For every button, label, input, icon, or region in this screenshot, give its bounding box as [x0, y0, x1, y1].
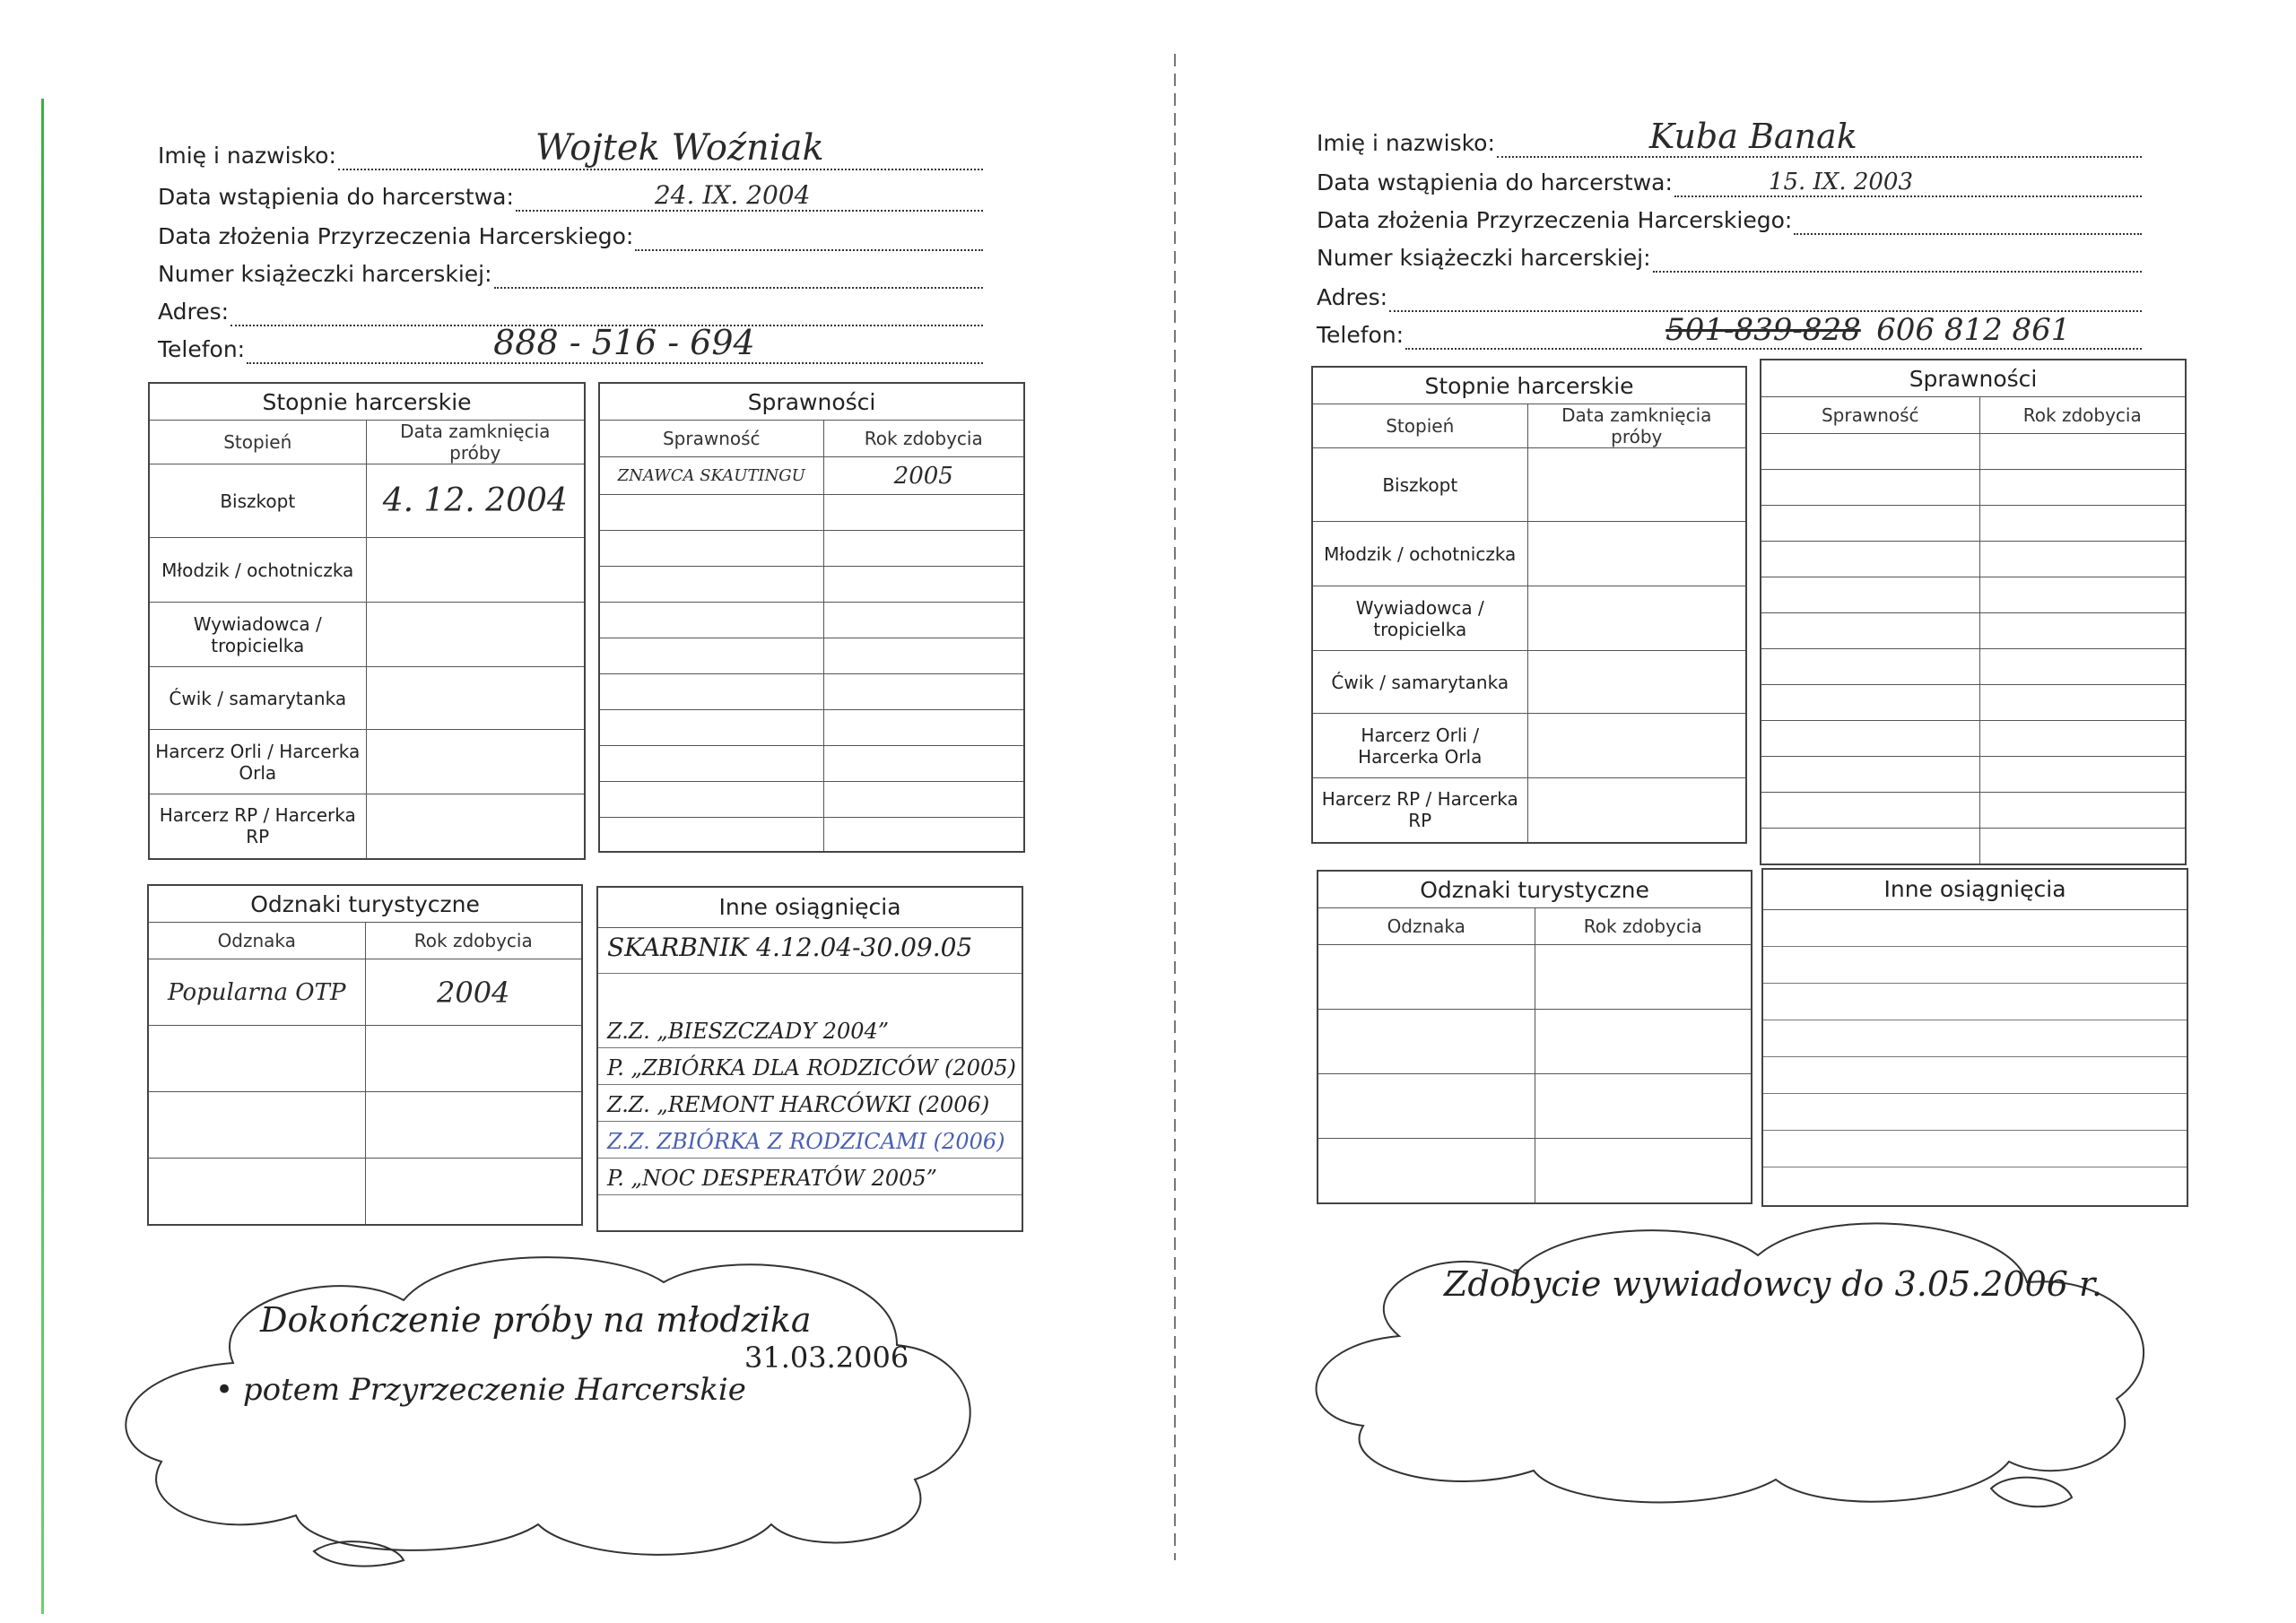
skills-title: Sprawności [1761, 360, 2186, 397]
skill-year [823, 746, 1024, 782]
rank-date-col-header: Data zamknięcia próby [366, 421, 585, 464]
rank-date [1527, 586, 1746, 651]
rank-date [1527, 714, 1746, 778]
achievement-item: Z.Z. „BIESZCZADY 2004” [598, 1011, 1022, 1048]
rank-name: Ćwik / samarytanka [1312, 651, 1527, 714]
phone-new-value: 606 812 861 [1876, 312, 2071, 348]
other-achievements-box [596, 886, 1023, 1232]
skill-year [1979, 470, 2186, 506]
skill-year [823, 710, 1024, 746]
book-number-field [1317, 237, 2142, 273]
badge-name: Popularna OTP [148, 959, 365, 1026]
phone-label: Telefon: [1317, 322, 1405, 348]
cloud-note-drawing [108, 1246, 1004, 1569]
skill-name [1761, 685, 1979, 721]
other-title: Inne osiągnięcia [1763, 870, 2187, 910]
skill-name [599, 495, 823, 531]
skill-year [1979, 757, 2186, 793]
badge-name [1318, 1139, 1535, 1203]
address-field [1317, 276, 2142, 312]
skill-name [599, 531, 823, 567]
address-label: Adres: [158, 299, 230, 325]
achievement-item [598, 974, 1022, 1011]
skills-table [598, 382, 1025, 853]
skill-year [1979, 613, 2186, 649]
rank-date [1527, 778, 1746, 843]
skill-year: 2005 [823, 457, 1024, 495]
badge-year [1535, 945, 1752, 1010]
skill-name [1761, 506, 1979, 542]
address-label: Adres: [1317, 284, 1388, 310]
rank-name: Ćwik / samarytanka [149, 667, 366, 730]
cloud-note-line: Zdobycie wywiadowcy do 3.05.2006 r. [1444, 1264, 2103, 1304]
right-page [1175, 0, 2296, 1623]
skill-name [599, 710, 823, 746]
join-date-label: Data wstąpienia do harcerstwa: [158, 184, 514, 210]
badge-name [1318, 1010, 1535, 1074]
badge-year-col-header: Rok zdobycia [365, 923, 582, 959]
phone-label: Telefon: [158, 336, 246, 362]
oath-date-label: Data złożenia Przyrzeczenia Harcerskiego: [1317, 207, 1793, 233]
ranks-title: Stopnie harcerskie [149, 383, 585, 421]
achievement-item: SKARBNIK 4.12.04-30.09.05 [598, 928, 1022, 974]
skill-year [823, 638, 1024, 674]
skills-title: Sprawności [599, 383, 1024, 421]
address-field [158, 291, 983, 326]
badge-year [1535, 1074, 1752, 1139]
skill-year [823, 495, 1024, 531]
name-value: Kuba Banak [1648, 117, 1857, 156]
badge-year: 2004 [365, 959, 582, 1026]
badges-title: Odznaki turystyczne [148, 885, 582, 923]
rank-name: Harcerz Orli / Harcerka Orla [149, 730, 366, 794]
oath-date-field [158, 215, 983, 251]
skill-year [823, 674, 1024, 710]
join-date-label: Data wstąpienia do harcerstwa: [1317, 169, 1673, 195]
badge-year [1535, 1010, 1752, 1074]
oath-date-field [1317, 199, 2142, 235]
badge-name [1318, 945, 1535, 1010]
achievement-item [1763, 1094, 2187, 1131]
name-label: Imię i nazwisko: [1317, 130, 1495, 156]
badge-year [365, 1092, 582, 1159]
skill-col-header: Sprawność [599, 421, 823, 457]
join-date-value: 24. IX. 2004 [654, 180, 811, 210]
badge-name [148, 1092, 365, 1159]
badges-title: Odznaki turystyczne [1318, 871, 1752, 908]
rank-name: Biszkopt [1312, 448, 1527, 522]
skill-year [1979, 685, 2186, 721]
achievement-item [1763, 1167, 2187, 1203]
achievement-item [1763, 1020, 2187, 1057]
skill-name [1761, 542, 1979, 577]
achievement-item [1763, 1131, 2187, 1167]
skill-name [1761, 721, 1979, 757]
book-number-label: Numer książeczki harcerskiej: [1317, 245, 1651, 271]
phone-old-value: 501-839-828 [1665, 312, 1861, 348]
skill-col-header: Sprawność [1761, 397, 1979, 434]
skill-year [1979, 649, 2186, 685]
skill-name [599, 638, 823, 674]
skill-year [1979, 434, 2186, 470]
skill-name [1761, 613, 1979, 649]
skill-year-col-header: Rok zdobycia [1979, 397, 2186, 434]
skill-name [1761, 434, 1979, 470]
other-achievements-box [1761, 868, 2188, 1207]
rank-date [1527, 522, 1746, 586]
ranks-table [1311, 366, 1747, 844]
skill-year [823, 782, 1024, 818]
skill-year [1979, 506, 2186, 542]
badge-name [148, 1026, 365, 1092]
phone-field [1317, 314, 2142, 350]
oath-date-label: Data złożenia Przyrzeczenia Harcerskiego: [158, 223, 634, 249]
rank-name: Harcerz Orli / Harcerka Orla [1312, 714, 1527, 778]
rank-name: Młodzik / ochotniczka [149, 538, 366, 603]
skill-year [823, 603, 1024, 638]
rank-date [366, 538, 585, 603]
book-number-field [158, 253, 983, 289]
name-value: Wojtek Woźniak [535, 127, 824, 169]
skill-name [1761, 829, 1979, 864]
skill-year [823, 567, 1024, 603]
cloud-note-line: Dokończenie próby na młodzika [260, 1300, 812, 1340]
badge-year [365, 1159, 582, 1225]
achievement-item [1763, 910, 2187, 947]
skill-name [599, 674, 823, 710]
achievement-item [1763, 947, 2187, 984]
skill-name [599, 818, 823, 852]
badge-col-header: Odznaka [148, 923, 365, 959]
rank-date [366, 794, 585, 859]
badge-name [148, 1159, 365, 1225]
rank-name: Wywiadowca / tropicielka [1312, 586, 1527, 651]
rank-col-header: Stopień [149, 421, 366, 464]
rank-date [1527, 448, 1746, 522]
skill-name [599, 567, 823, 603]
skill-name [1761, 793, 1979, 829]
rank-name: Harcerz RP / Harcerka RP [149, 794, 366, 859]
skill-year [1979, 542, 2186, 577]
achievement-item: P. „NOC DESPERATÓW 2005” [598, 1159, 1022, 1195]
rank-date [366, 603, 585, 667]
skill-name [1761, 470, 1979, 506]
phone-value: 888 - 516 - 694 [493, 323, 755, 362]
badges-table [147, 884, 583, 1226]
join-date-field [1317, 161, 2142, 197]
join-date-field [158, 176, 983, 212]
skill-name [599, 782, 823, 818]
skill-name [599, 746, 823, 782]
skill-year-col-header: Rok zdobycia [823, 421, 1024, 457]
badge-col-header: Odznaka [1318, 908, 1535, 945]
skill-name [1761, 649, 1979, 685]
skills-table [1760, 359, 2187, 865]
book-number-label: Numer książeczki harcerskiej: [158, 261, 492, 287]
skill-year [823, 818, 1024, 852]
ranks-title: Stopnie harcerskie [1312, 367, 1746, 404]
rank-date [1527, 651, 1746, 714]
badges-table [1317, 870, 1752, 1204]
name-label: Imię i nazwisko: [158, 143, 336, 169]
rank-name: Wywiadowca / tropicielka [149, 603, 366, 667]
skill-year [1979, 829, 2186, 864]
badge-year-col-header: Rok zdobycia [1535, 908, 1752, 945]
rank-name: Biszkopt [149, 464, 366, 538]
achievement-item [1763, 984, 2187, 1020]
phone-field [158, 323, 983, 364]
rank-date: 4. 12. 2004 [366, 464, 585, 538]
skill-name [599, 603, 823, 638]
achievement-item [1763, 1057, 2187, 1094]
skill-name: ZNAWCA SKAUTINGU [599, 457, 823, 495]
skill-year [823, 531, 1024, 567]
ranks-table [148, 382, 586, 860]
badge-name [1318, 1074, 1535, 1139]
name-field [1317, 117, 2142, 158]
skill-year [1979, 721, 2186, 757]
rank-name: Młodzik / ochotniczka [1312, 522, 1527, 586]
rank-date [366, 667, 585, 730]
cloud-note-drawing [1292, 1202, 2188, 1524]
cloud-note-line: • potem Przyrzeczenie Harcerskie [215, 1372, 746, 1408]
join-date-value: 15. IX. 2003 [1768, 169, 1914, 195]
rank-col-header: Stopień [1312, 404, 1527, 448]
achievement-item: P. „ZBIÓRKA DLA RODZICÓW (2005) [598, 1048, 1022, 1085]
name-field [158, 127, 983, 170]
skill-name [1761, 577, 1979, 613]
achievement-item: Z.Z. „REMONT HARCÓWKI (2006) [598, 1085, 1022, 1122]
skill-year [1979, 577, 2186, 613]
skill-name [1761, 757, 1979, 793]
other-title: Inne osiągnięcia [598, 888, 1022, 928]
achievement-item: Z.Z. ZBIÓRKA Z RODZICAMI (2006) [598, 1122, 1022, 1159]
skill-year [1979, 793, 2186, 829]
rank-date-col-header: Data zamknięcia próby [1527, 404, 1746, 448]
badge-year [1535, 1139, 1752, 1203]
rank-name: Harcerz RP / Harcerka RP [1312, 778, 1527, 843]
rank-date [366, 730, 585, 794]
badge-year [365, 1026, 582, 1092]
cloud-note-date: 31.03.2006 [744, 1341, 909, 1375]
